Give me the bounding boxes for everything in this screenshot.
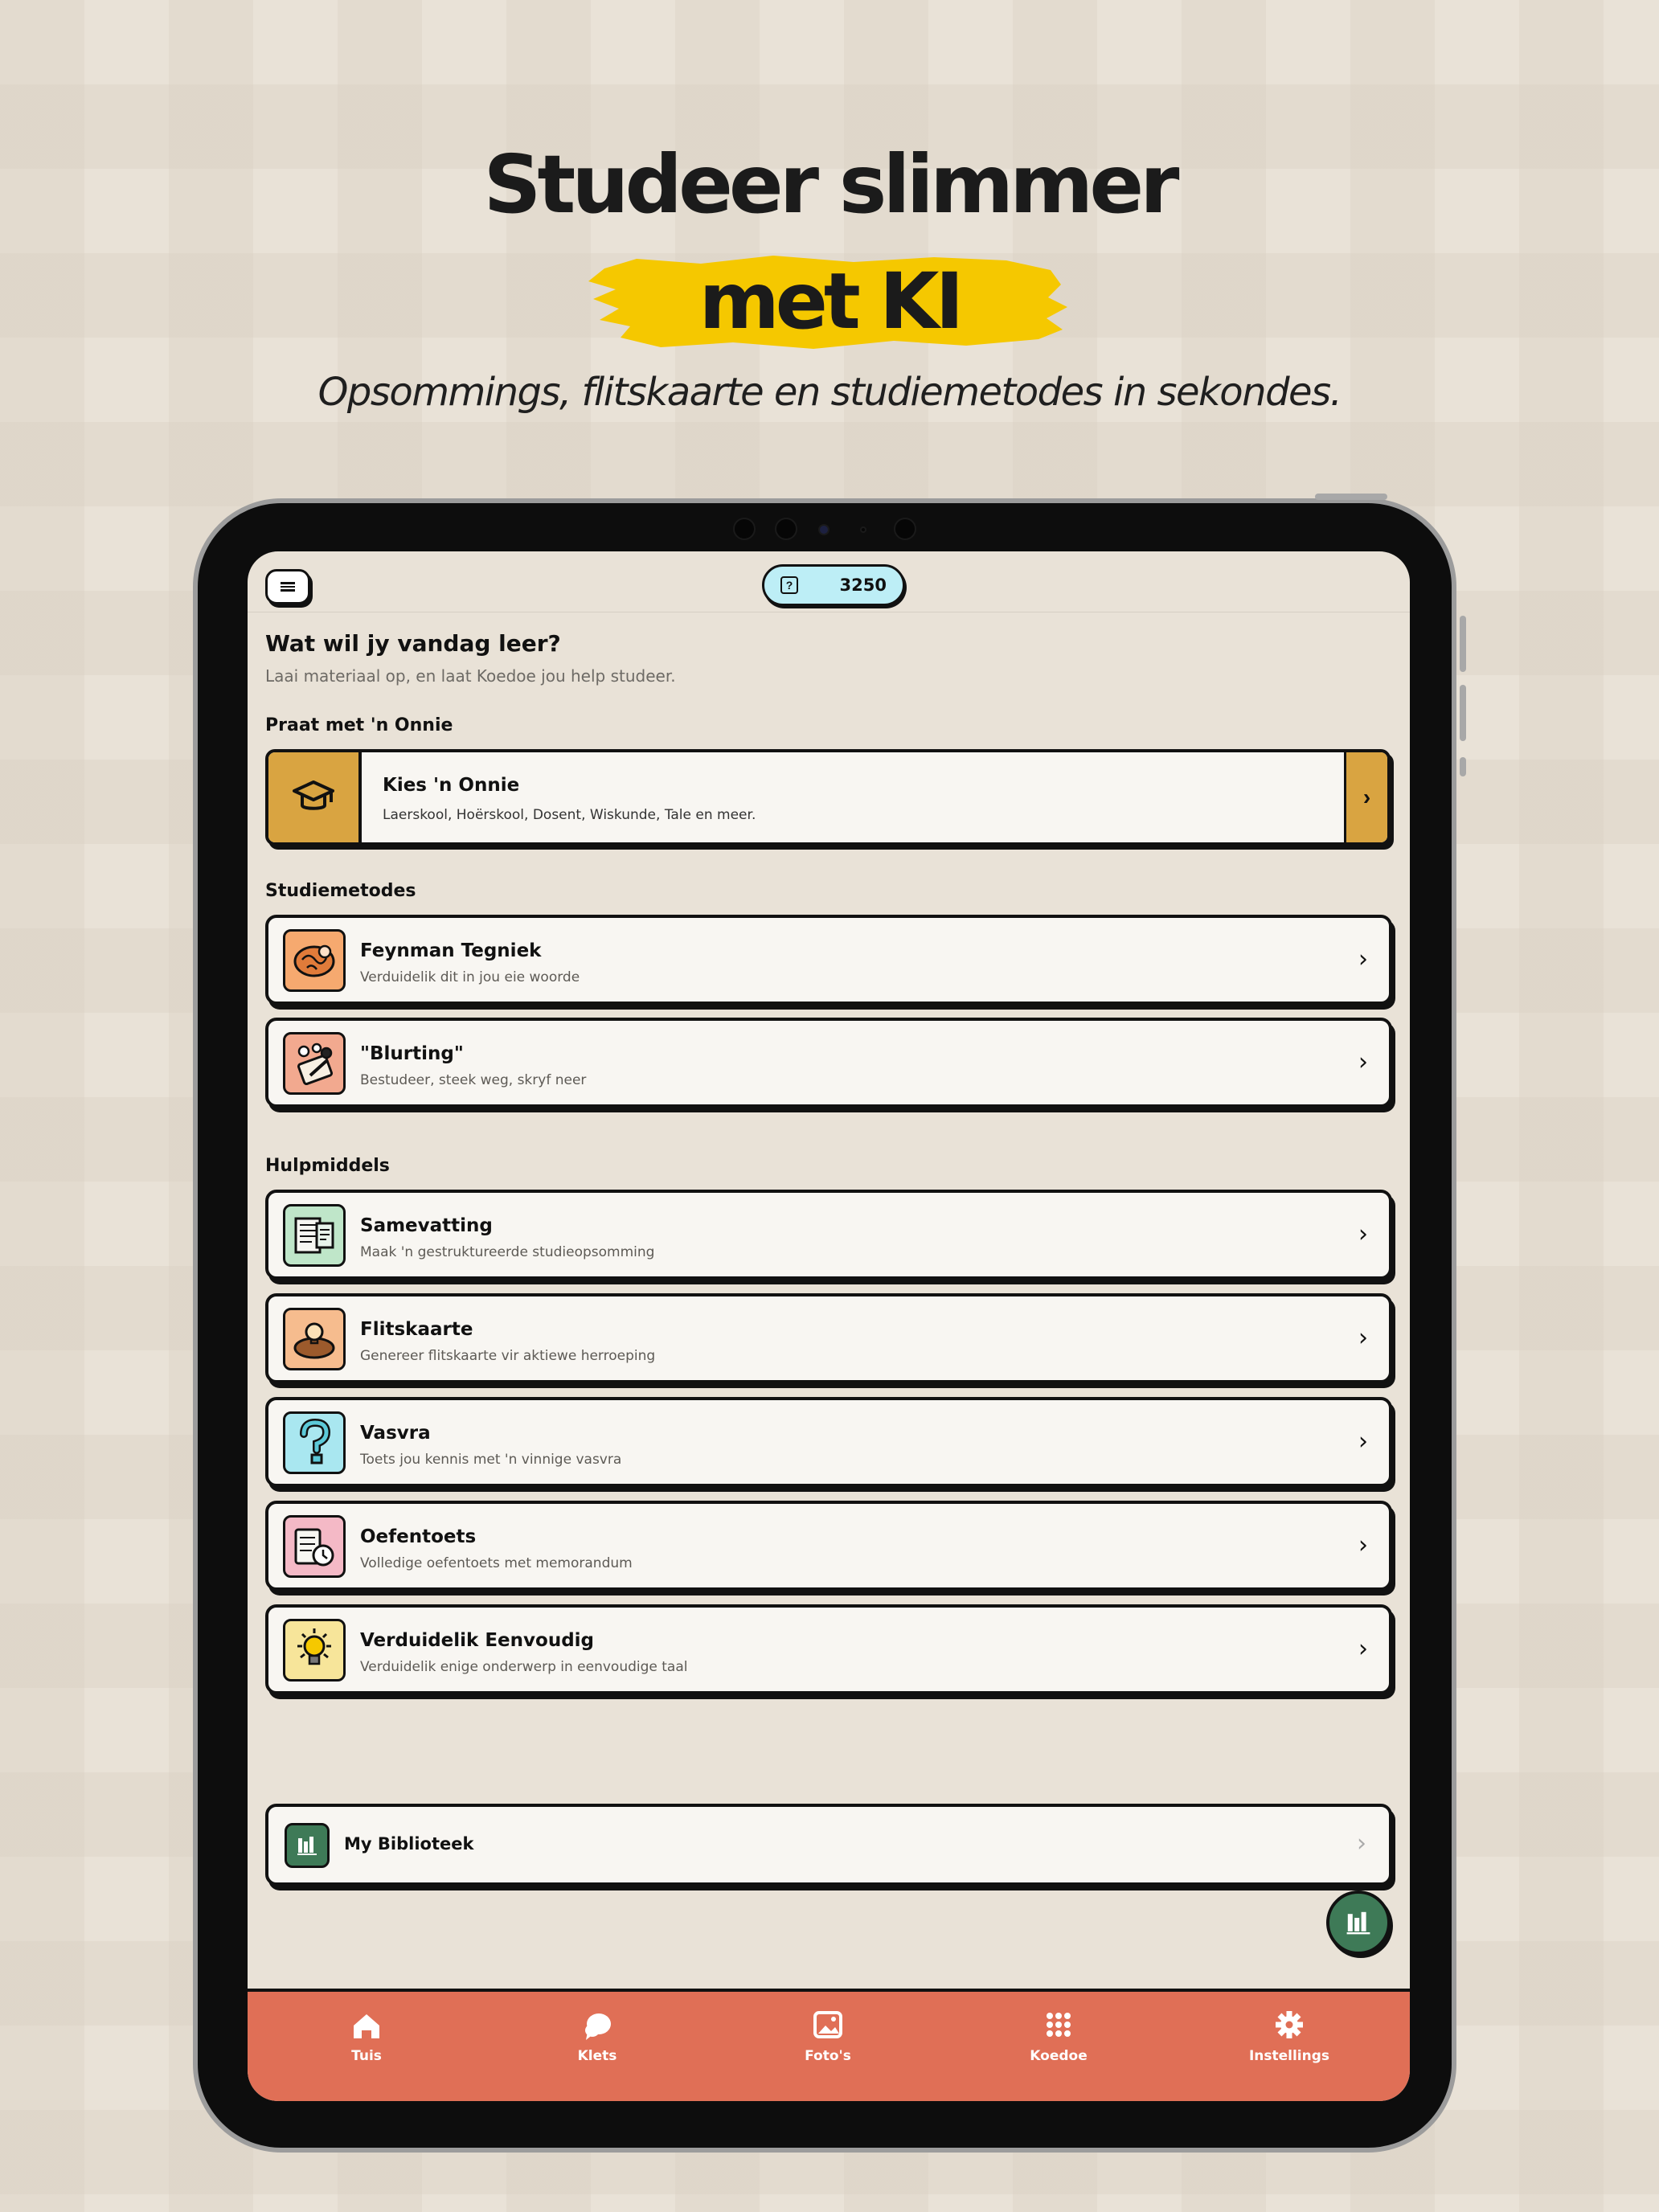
tool-card-summary[interactable]: [265, 1190, 1392, 1280]
menu-button[interactable]: [265, 569, 310, 604]
chevron-right-icon: ›: [1358, 1635, 1368, 1663]
page-title: Wat wil jy vandag leer?: [265, 630, 561, 657]
library-icon: [285, 1823, 330, 1868]
choose-tutor-card[interactable]: [265, 749, 1391, 846]
tool-title: Verduidelik Eenvoudig: [360, 1630, 595, 1651]
method-title: Feynman Tegniek: [360, 940, 542, 961]
tool-card-flashcards[interactable]: [265, 1293, 1392, 1383]
question-card-icon: ?: [780, 576, 798, 594]
top-bar: [248, 551, 1410, 612]
section-label-methods: Studiemetodes: [265, 881, 416, 901]
section-label-tutor: Praat met 'n Onnie: [265, 715, 453, 735]
tablet-frame: [193, 498, 1456, 2153]
tutor-icon-panel: [268, 752, 362, 842]
tool-title: Vasvra: [360, 1423, 431, 1444]
chat-icon: [517, 2005, 678, 2045]
tablet-volume-button: [1460, 685, 1466, 741]
graduation-cap-icon: [291, 775, 336, 820]
chevron-right-icon: ›: [1358, 1220, 1368, 1248]
tab-home[interactable]: [286, 2005, 447, 2064]
tab-settings[interactable]: [1209, 2005, 1370, 2064]
chevron-right-icon: ›: [1358, 1428, 1368, 1456]
tab-label: Foto's: [805, 2048, 851, 2064]
section-label-tools: Hulpmiddels: [265, 1156, 390, 1176]
flashcard-icon: [283, 1308, 346, 1370]
tab-label: Instellings: [1248, 2048, 1330, 2064]
home-icon: [286, 2005, 447, 2045]
tab-label: Koedoe: [1030, 2048, 1088, 2064]
chevron-right-icon: ›: [1344, 752, 1387, 842]
method-card-blurting[interactable]: [265, 1018, 1392, 1108]
my-library-card[interactable]: [265, 1804, 1392, 1886]
chevron-right-icon: ›: [1358, 1048, 1368, 1076]
hero-highlight-wrap: [588, 241, 1071, 362]
camera-lens: [733, 518, 756, 540]
method-title: "Blurting": [360, 1043, 464, 1064]
main-content: [265, 630, 1392, 1858]
tablet-side-button: [1460, 757, 1466, 776]
credits-count: 3250: [839, 576, 887, 595]
tab-chat[interactable]: [517, 2005, 678, 2064]
camera-lens: [894, 518, 916, 540]
tool-description: Toets jou kennis met 'n vinnige vasvra: [360, 1452, 622, 1468]
credits-badge[interactable]: [762, 564, 905, 606]
library-label: My Biblioteek: [344, 1834, 474, 1854]
method-description: Verduidelik dit in jou eie woorde: [360, 969, 580, 985]
chevron-right-icon: ›: [1357, 1829, 1366, 1858]
tool-card-explain-simple[interactable]: [265, 1604, 1392, 1694]
lightbulb-icon: [283, 1619, 346, 1682]
tool-card-quiz[interactable]: [265, 1397, 1392, 1487]
notepad-icon: [283, 1032, 346, 1095]
chevron-right-icon: ›: [1358, 1324, 1368, 1352]
app-screen: [248, 551, 1410, 2101]
tool-title: Flitskaarte: [360, 1319, 473, 1340]
hero-subtitle: Opsommings, flitskaarte en studiemetodes in sekondes.: [317, 370, 1342, 415]
tablet-volume-button: [1460, 616, 1466, 672]
tool-description: Verduidelik enige onderwerp in eenvoudige taal: [360, 1659, 688, 1675]
hero-title: Studeer slimmer: [483, 137, 1176, 231]
hero: [0, 137, 1659, 415]
question-mark-icon: [283, 1411, 346, 1474]
gear-icon: [1209, 2005, 1370, 2045]
brain-icon: [283, 929, 346, 992]
tutor-description: Laerskool, Hoërskool, Dosent, Wiskunde, Tale en meer.: [383, 807, 756, 823]
tab-label: Klets: [577, 2048, 617, 2064]
tool-card-practice-test[interactable]: [265, 1501, 1392, 1591]
method-description: Bestudeer, steek weg, skryf neer: [360, 1072, 587, 1088]
tool-title: Oefentoets: [360, 1526, 477, 1547]
hamburger-icon: [281, 580, 295, 593]
tool-description: Genereer flitskaarte vir aktiewe herroeping: [360, 1348, 656, 1364]
camera-sensor: [860, 526, 866, 533]
camera-lens: [775, 518, 797, 540]
tab-koedoe[interactable]: [978, 2005, 1139, 2064]
tab-label: Tuis: [351, 2048, 382, 2064]
library-fab-button[interactable]: [1326, 1890, 1391, 1955]
chevron-right-icon: ›: [1358, 945, 1368, 973]
camera-lens: [818, 524, 830, 535]
library-icon: [1344, 1908, 1373, 1937]
tutor-title: Kies 'n Onnie: [383, 775, 520, 796]
bottom-tab-bar: [248, 1989, 1410, 2101]
tool-description: Maak 'n gestruktureerde studieopsomming: [360, 1244, 655, 1260]
grid-icon: [978, 2005, 1139, 2045]
chevron-right-icon: ›: [1358, 1531, 1368, 1559]
tool-title: Samevatting: [360, 1215, 493, 1236]
clipboard-timer-icon: [283, 1515, 346, 1578]
page-subtitle: Laai materiaal op, en laat Koedoe jou help studeer.: [265, 666, 676, 686]
tablet-top-button: [1315, 494, 1387, 500]
hero-highlight: met KI: [698, 256, 961, 346]
photos-icon: [748, 2005, 908, 2045]
method-card-feynman[interactable]: [265, 915, 1392, 1005]
summary-icon: [283, 1204, 346, 1267]
tool-description: Volledige oefentoets met memorandum: [360, 1555, 633, 1571]
tab-photos[interactable]: [748, 2005, 908, 2064]
